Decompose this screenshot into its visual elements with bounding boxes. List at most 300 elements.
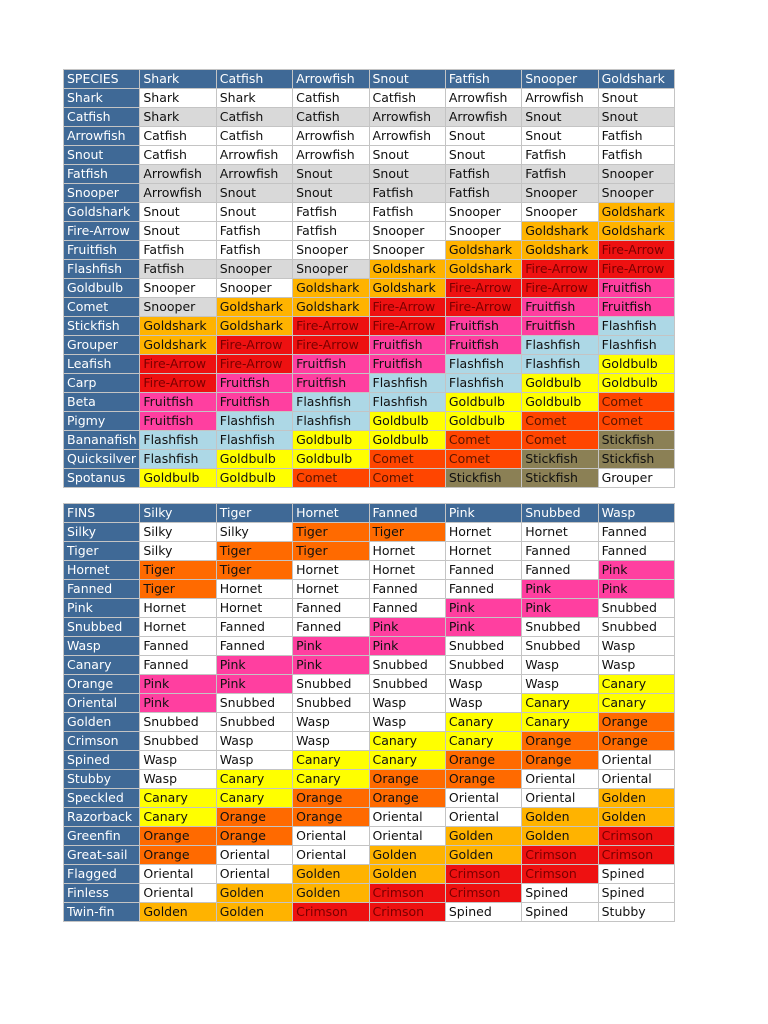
table-cell: Orange — [140, 846, 216, 865]
table-cell: Snooper — [522, 184, 598, 203]
table-cell: Wasp — [293, 713, 369, 732]
table-cell: Arrowfish — [445, 108, 521, 127]
table-cell: Snubbed — [216, 713, 292, 732]
table-cell: Canary — [369, 732, 445, 751]
table-cell: Fatfish — [140, 241, 216, 260]
row-header-crimson: Crimson — [64, 732, 140, 751]
column-header-silky: Silky — [140, 504, 216, 523]
row-header-spotanus: Spotanus — [64, 469, 140, 488]
table-row — [64, 184, 675, 203]
table-cell: Fanned — [445, 580, 521, 599]
table-cell: Orange — [522, 751, 598, 770]
table-cell: Pink — [369, 618, 445, 637]
column-header-snout: Snout — [369, 70, 445, 89]
table-cell: Snout — [522, 108, 598, 127]
table-cell: Grouper — [598, 469, 674, 488]
table-cell: Flashfish — [598, 317, 674, 336]
table-cell: Wasp — [369, 694, 445, 713]
table-cell: Golden — [598, 789, 674, 808]
table-cell: Hornet — [140, 599, 216, 618]
table-cell: Goldbulb — [522, 374, 598, 393]
row-header-fruitfish: Fruitfish — [64, 241, 140, 260]
table-cell: Snout — [369, 146, 445, 165]
table-cell: Stickfish — [445, 469, 521, 488]
table-cell: Golden — [598, 808, 674, 827]
table-cell: Catfish — [216, 108, 292, 127]
table-cell: Golden — [445, 827, 521, 846]
table-cell: Oriental — [445, 789, 521, 808]
table-cell: Tiger — [369, 523, 445, 542]
table-cell: Hornet — [369, 542, 445, 561]
table-cell: Snout — [445, 127, 521, 146]
table-cell: Golden — [369, 865, 445, 884]
table-cell: Spined — [445, 903, 521, 922]
table-cell: Flashfish — [445, 355, 521, 374]
table-cell: Snout — [598, 89, 674, 108]
table-cell: Snout — [445, 146, 521, 165]
table-cell: Fire-Arrow — [445, 298, 521, 317]
table-cell: Orange — [293, 808, 369, 827]
row-header-quicksilver: Quicksilver — [64, 450, 140, 469]
table-cell: Arrowfish — [140, 184, 216, 203]
table-cell: Orange — [216, 808, 292, 827]
table-cell: Goldbulb — [445, 412, 521, 431]
table-cell: Canary — [369, 751, 445, 770]
table-cell: Comet — [369, 469, 445, 488]
table-cell: Shark — [140, 108, 216, 127]
table-cell: Hornet — [369, 561, 445, 580]
row-header-hornet: Hornet — [64, 561, 140, 580]
table-row — [64, 827, 675, 846]
table-cell: Flashfish — [140, 431, 216, 450]
table-cell: Canary — [522, 713, 598, 732]
column-header-goldshark: Goldshark — [598, 70, 674, 89]
table-cell: Snout — [369, 165, 445, 184]
table-cell: Golden — [216, 903, 292, 922]
table-cell: Pink — [140, 675, 216, 694]
row-header-grouper: Grouper — [64, 336, 140, 355]
table-cell: Comet — [598, 393, 674, 412]
table-cell: Fire-Arrow — [140, 374, 216, 393]
table-row — [64, 618, 675, 637]
table-cell: Pink — [598, 580, 674, 599]
table-row — [64, 298, 675, 317]
table-cell: Fatfish — [598, 146, 674, 165]
table-corner-label: SPECIES — [64, 70, 140, 89]
table-cell: Comet — [293, 469, 369, 488]
row-header-snout: Snout — [64, 146, 140, 165]
table-cell: Goldshark — [216, 317, 292, 336]
table-cell: Snubbed — [293, 694, 369, 713]
row-header-pink: Pink — [64, 599, 140, 618]
table-row — [64, 751, 675, 770]
table-cell: Snooper — [140, 298, 216, 317]
table-cell: Hornet — [293, 561, 369, 580]
table-cell: Fatfish — [522, 146, 598, 165]
table-cell: Oriental — [293, 827, 369, 846]
table-cell: Goldshark — [598, 222, 674, 241]
table-cell: Canary — [216, 789, 292, 808]
column-header-fatfish: Fatfish — [445, 70, 521, 89]
table-cell: Comet — [369, 450, 445, 469]
table-cell: Fire-Arrow — [522, 279, 598, 298]
table-cell: Fatfish — [293, 222, 369, 241]
table-cell: Tiger — [140, 561, 216, 580]
table-cell: Wasp — [216, 751, 292, 770]
row-header-catfish: Catfish — [64, 108, 140, 127]
table-cell: Wasp — [522, 675, 598, 694]
table-row — [64, 241, 675, 260]
table-cell: Oriental — [598, 751, 674, 770]
table-cell: Arrowfish — [140, 165, 216, 184]
table-cell: Orange — [369, 789, 445, 808]
table-cell: Goldshark — [140, 317, 216, 336]
row-header-leafish: Leafish — [64, 355, 140, 374]
table-cell: Oriental — [140, 884, 216, 903]
table-cell: Pink — [445, 599, 521, 618]
table-cell: Oriental — [445, 808, 521, 827]
table-cell: Golden — [445, 846, 521, 865]
table-cell: Fanned — [445, 561, 521, 580]
table-cell: Oriental — [369, 827, 445, 846]
table-cell: Goldbulb — [598, 355, 674, 374]
table-row — [64, 355, 675, 374]
table-cell: Shark — [216, 89, 292, 108]
table-cell: Fruitfish — [216, 374, 292, 393]
table-row — [64, 637, 675, 656]
table-cell: Orange — [445, 751, 521, 770]
table-cell: Fruitfish — [598, 298, 674, 317]
table-cell: Canary — [598, 675, 674, 694]
table-cell: Arrowfish — [293, 127, 369, 146]
column-header-hornet: Hornet — [293, 504, 369, 523]
table-cell: Goldbulb — [293, 431, 369, 450]
table-cell: Flashfish — [522, 336, 598, 355]
table-cell: Fanned — [369, 599, 445, 618]
table-cell: Silky — [216, 523, 292, 542]
table-cell: Snout — [140, 222, 216, 241]
table-cell: Fatfish — [216, 222, 292, 241]
table-row — [64, 317, 675, 336]
table-cell: Orange — [598, 732, 674, 751]
table-cell: Fire-Arrow — [293, 336, 369, 355]
table-cell: Flashfish — [598, 336, 674, 355]
table-cell: Crimson — [445, 884, 521, 903]
table-row — [64, 279, 675, 298]
table-cell: Snooper — [598, 184, 674, 203]
table-cell: Comet — [598, 412, 674, 431]
table-cell: Arrowfish — [369, 127, 445, 146]
table-cell: Fire-Arrow — [216, 336, 292, 355]
table-cell: Fanned — [598, 523, 674, 542]
table-cell: Flashfish — [369, 393, 445, 412]
table-cell: Hornet — [293, 580, 369, 599]
table-cell: Arrowfish — [369, 108, 445, 127]
table-cell: Fruitfish — [369, 336, 445, 355]
row-header-silky: Silky — [64, 523, 140, 542]
table-cell: Fruitfish — [445, 317, 521, 336]
column-header-fanned: Fanned — [369, 504, 445, 523]
table-row — [64, 713, 675, 732]
table-cell: Arrowfish — [522, 89, 598, 108]
table-cell: Goldshark — [445, 260, 521, 279]
table-cell: Silky — [140, 523, 216, 542]
table-row — [64, 523, 675, 542]
table-cell: Crimson — [598, 827, 674, 846]
table-cell: Goldshark — [140, 336, 216, 355]
table-cell: Stubby — [598, 903, 674, 922]
table-cell: Wasp — [369, 713, 445, 732]
table-cell: Fruitfish — [216, 393, 292, 412]
table-cell: Snubbed — [598, 599, 674, 618]
row-header-orange: Orange — [64, 675, 140, 694]
table-cell: Goldshark — [293, 279, 369, 298]
table-cell: Hornet — [140, 618, 216, 637]
table-cell: Flashfish — [140, 450, 216, 469]
table-cell: Fanned — [598, 542, 674, 561]
table-cell: Silky — [140, 542, 216, 561]
table-cell: Snooper — [522, 203, 598, 222]
table-cell: Crimson — [369, 903, 445, 922]
table-cell: Snubbed — [216, 694, 292, 713]
table-cell: Snubbed — [369, 675, 445, 694]
table-row — [64, 789, 675, 808]
table-cell: Tiger — [216, 561, 292, 580]
table-row — [64, 675, 675, 694]
row-header-spined: Spined — [64, 751, 140, 770]
fins-breeding-table — [63, 503, 675, 922]
row-header-carp: Carp — [64, 374, 140, 393]
table-cell: Fanned — [293, 618, 369, 637]
table-cell: Fanned — [522, 561, 598, 580]
table-cell: Golden — [140, 903, 216, 922]
table-cell: Stickfish — [598, 450, 674, 469]
table-cell: Stickfish — [522, 450, 598, 469]
table-cell: Snooper — [598, 165, 674, 184]
row-header-razorback: Razorback — [64, 808, 140, 827]
table-row — [64, 393, 675, 412]
table-cell: Pink — [216, 656, 292, 675]
table-cell: Fatfish — [522, 165, 598, 184]
table-cell: Goldshark — [369, 279, 445, 298]
table-row — [64, 336, 675, 355]
header-row — [64, 70, 675, 89]
table-cell: Snooper — [216, 260, 292, 279]
table-cell: Snubbed — [598, 618, 674, 637]
row-header-fire-arrow: Fire-Arrow — [64, 222, 140, 241]
table-row — [64, 694, 675, 713]
column-header-catfish: Catfish — [216, 70, 292, 89]
table-cell: Oriental — [216, 846, 292, 865]
table-cell: Snooper — [293, 241, 369, 260]
row-header-canary: Canary — [64, 656, 140, 675]
table-cell: Pink — [522, 580, 598, 599]
table-cell: Golden — [293, 865, 369, 884]
table-cell: Fruitfish — [522, 317, 598, 336]
table-cell: Spined — [598, 865, 674, 884]
table-cell: Goldbulb — [140, 469, 216, 488]
table-cell: Fatfish — [445, 184, 521, 203]
table-cell: Fire-Arrow — [140, 355, 216, 374]
table-cell: Hornet — [216, 599, 292, 618]
table-row — [64, 412, 675, 431]
table-cell: Fire-Arrow — [522, 260, 598, 279]
table-cell: Fatfish — [369, 203, 445, 222]
table-cell: Comet — [522, 412, 598, 431]
table-cell: Goldbulb — [216, 450, 292, 469]
table-row — [64, 127, 675, 146]
row-header-fanned: Fanned — [64, 580, 140, 599]
table-cell: Orange — [369, 770, 445, 789]
table-cell: Arrowfish — [293, 146, 369, 165]
row-header-speckled: Speckled — [64, 789, 140, 808]
table-cell: Catfish — [293, 108, 369, 127]
table-cell: Goldshark — [445, 241, 521, 260]
table-row — [64, 146, 675, 165]
row-header-comet: Comet — [64, 298, 140, 317]
table-cell: Snubbed — [522, 618, 598, 637]
row-header-fatfish: Fatfish — [64, 165, 140, 184]
table-cell: Goldbulb — [522, 393, 598, 412]
table-cell: Stickfish — [598, 431, 674, 450]
column-header-arrowfish: Arrowfish — [293, 70, 369, 89]
table-cell: Fire-Arrow — [598, 260, 674, 279]
table-row — [64, 884, 675, 903]
table-cell: Snout — [598, 108, 674, 127]
table-cell: Canary — [293, 751, 369, 770]
table-cell: Canary — [522, 694, 598, 713]
table-row — [64, 203, 675, 222]
row-header-stickfish: Stickfish — [64, 317, 140, 336]
table-cell: Crimson — [445, 865, 521, 884]
table-cell: Oriental — [522, 770, 598, 789]
table-cell: Fatfish — [293, 203, 369, 222]
table-cell: Flashfish — [216, 431, 292, 450]
table-cell: Flashfish — [293, 393, 369, 412]
table-cell: Canary — [445, 713, 521, 732]
table-cell: Spined — [522, 903, 598, 922]
table-cell: Fruitfish — [140, 393, 216, 412]
table-cell: Orange — [140, 827, 216, 846]
table-row — [64, 656, 675, 675]
table-cell: Fruitfish — [369, 355, 445, 374]
table-row — [64, 865, 675, 884]
table-cell: Wasp — [216, 732, 292, 751]
table-cell: Fruitfish — [293, 355, 369, 374]
table-row — [64, 599, 675, 618]
table-cell: Fanned — [140, 656, 216, 675]
table-cell: Pink — [293, 637, 369, 656]
table-cell: Comet — [445, 450, 521, 469]
table-cell: Golden — [369, 846, 445, 865]
table-cell: Flashfish — [522, 355, 598, 374]
table-cell: Goldshark — [598, 203, 674, 222]
table-cell: Goldbulb — [445, 393, 521, 412]
table-cell: Orange — [293, 789, 369, 808]
table-cell: Fruitfish — [445, 336, 521, 355]
table-cell: Crimson — [522, 846, 598, 865]
table-cell: Goldbulb — [293, 450, 369, 469]
row-header-finless: Finless — [64, 884, 140, 903]
table-cell: Fatfish — [445, 165, 521, 184]
table-cell: Fire-Arrow — [369, 317, 445, 336]
table-cell: Snubbed — [369, 656, 445, 675]
table-row — [64, 561, 675, 580]
table-cell: Canary — [216, 770, 292, 789]
column-header-shark: Shark — [140, 70, 216, 89]
row-header-great-sail: Great-sail — [64, 846, 140, 865]
table-cell: Snubbed — [140, 713, 216, 732]
table-cell: Crimson — [369, 884, 445, 903]
table-cell: Goldshark — [369, 260, 445, 279]
column-header-pink: Pink — [445, 504, 521, 523]
column-header-wasp: Wasp — [598, 504, 674, 523]
table-cell: Hornet — [445, 542, 521, 561]
table-row — [64, 89, 675, 108]
table-cell: Tiger — [216, 542, 292, 561]
table-cell: Snooper — [293, 260, 369, 279]
table-cell: Spined — [598, 884, 674, 903]
table-row — [64, 580, 675, 599]
row-header-flashfish: Flashfish — [64, 260, 140, 279]
table-cell: Fruitfish — [293, 374, 369, 393]
table-cell: Shark — [140, 89, 216, 108]
table-cell: Snooper — [140, 279, 216, 298]
table-cell: Orange — [598, 713, 674, 732]
table-cell: Fatfish — [140, 260, 216, 279]
table-cell: Wasp — [140, 770, 216, 789]
table-row — [64, 732, 675, 751]
table-row — [64, 808, 675, 827]
table-cell: Wasp — [598, 656, 674, 675]
table-cell: Fanned — [216, 618, 292, 637]
row-header-snooper: Snooper — [64, 184, 140, 203]
table-row — [64, 374, 675, 393]
table-cell: Fanned — [369, 580, 445, 599]
table-cell: Comet — [522, 431, 598, 450]
table-cell: Comet — [445, 431, 521, 450]
table-cell: Wasp — [522, 656, 598, 675]
header-row — [64, 504, 675, 523]
table-cell: Catfish — [293, 89, 369, 108]
table-cell: Flashfish — [445, 374, 521, 393]
table-cell: Oriental — [140, 865, 216, 884]
table-cell: Oriental — [293, 846, 369, 865]
table-cell: Snout — [216, 184, 292, 203]
table-cell: Wasp — [598, 637, 674, 656]
table-cell: Catfish — [140, 146, 216, 165]
table-cell: Fruitfish — [522, 298, 598, 317]
table-corner-label: FINS — [64, 504, 140, 523]
table-cell: Oriental — [216, 865, 292, 884]
table-cell: Snout — [293, 184, 369, 203]
table-cell: Catfish — [216, 127, 292, 146]
table-row — [64, 846, 675, 865]
table-cell: Orange — [445, 770, 521, 789]
row-header-golden: Golden — [64, 713, 140, 732]
table-cell: Goldshark — [293, 298, 369, 317]
table-cell: Tiger — [293, 523, 369, 542]
table-cell: Snooper — [216, 279, 292, 298]
table-cell: Crimson — [522, 865, 598, 884]
table-cell: Goldbulb — [216, 469, 292, 488]
row-header-stubby: Stubby — [64, 770, 140, 789]
table-cell: Snout — [522, 127, 598, 146]
table-cell: Pink — [293, 656, 369, 675]
table-row — [64, 260, 675, 279]
row-header-bananafish: Bananafish — [64, 431, 140, 450]
table-cell: Fanned — [522, 542, 598, 561]
